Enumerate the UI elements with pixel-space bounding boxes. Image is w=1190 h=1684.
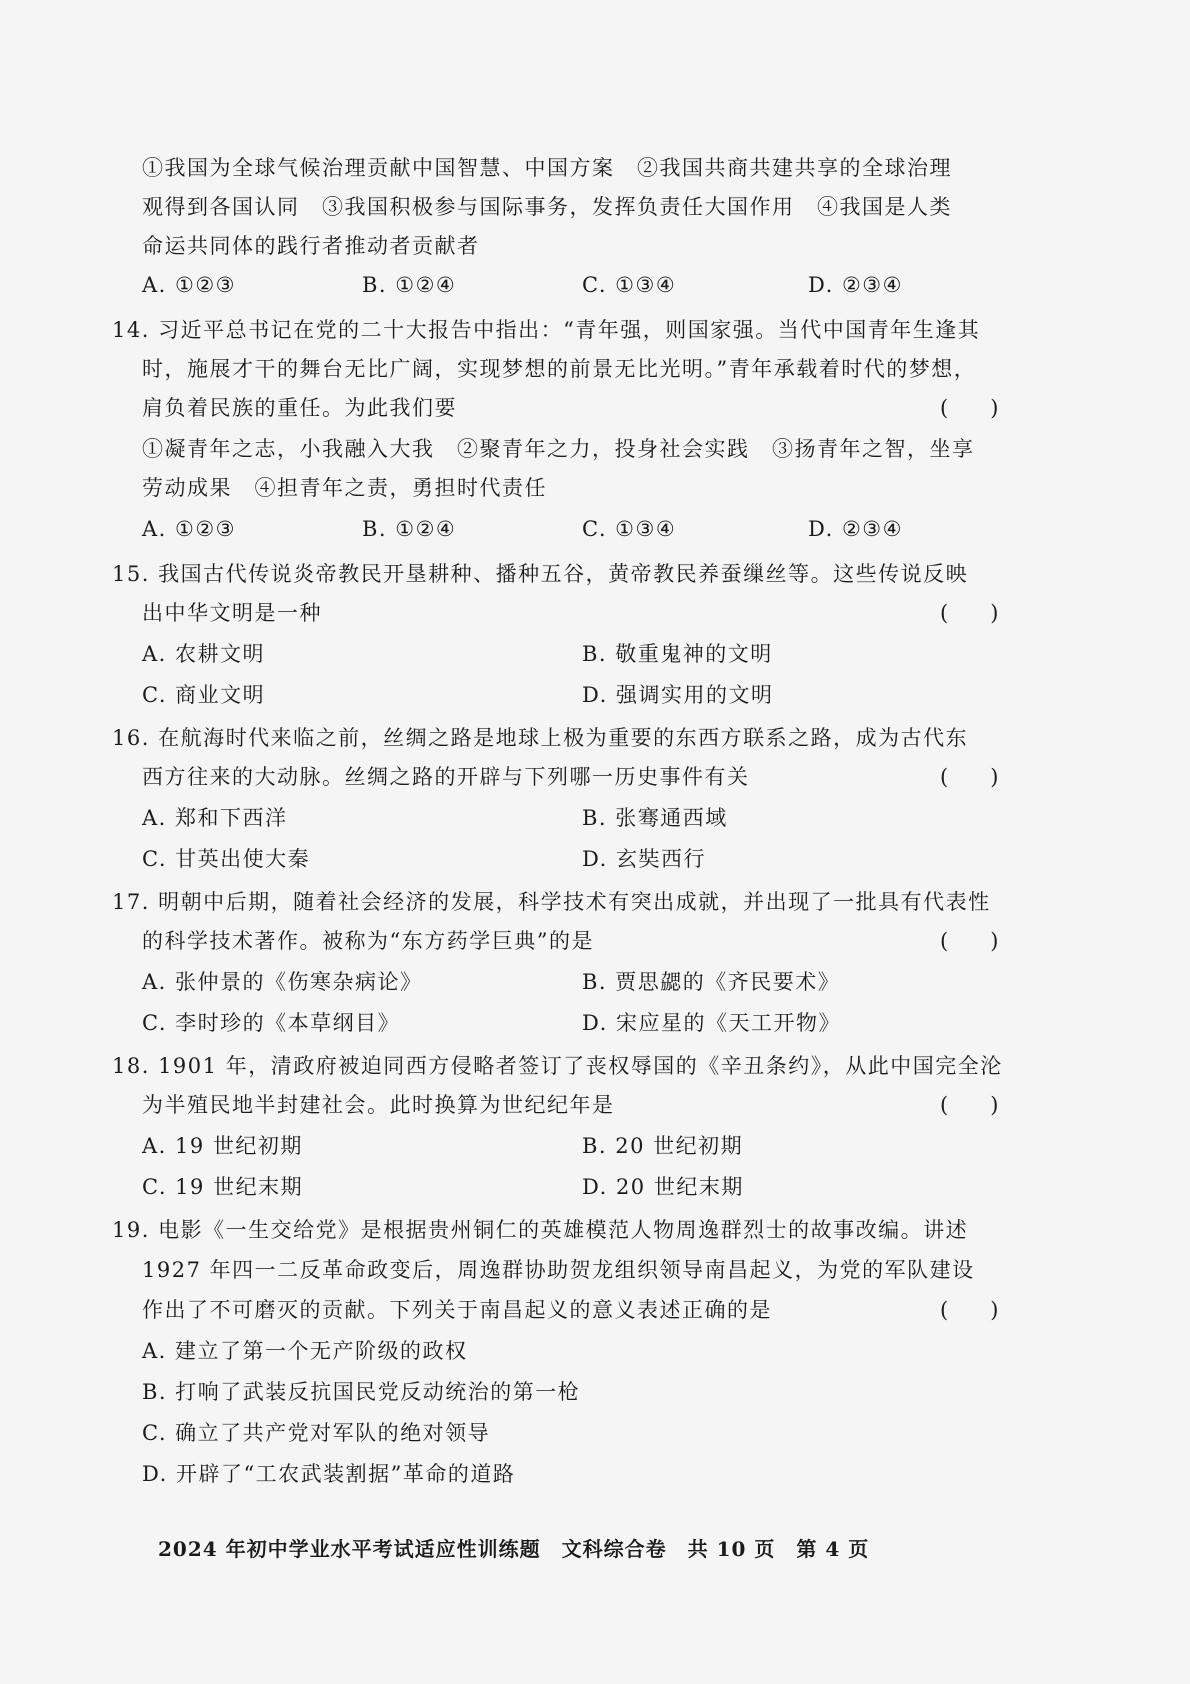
q13-option-d: D. ②③④ [808,273,903,297]
q16-stem-line-2: 西方往来的大动脉。丝绸之路的开辟与下列哪一历史事件有关 [142,765,750,789]
q17-option-d: D. 宋应星的《天工开物》 [582,1011,841,1035]
q14-option-c: C. ①③④ [582,517,677,541]
q19-stem-line-1: 19. 电影《一生交给党》是根据贵州铜仁的英雄模范人物周逸群烈士的故事改编。讲述 [112,1218,969,1242]
q14-answer-paren: ( ) [940,396,999,420]
q15-option-b: B. 敬重鬼神的文明 [582,642,773,666]
q13-option-b: B. ①②④ [362,273,457,297]
q17-stem-line-2: 的科学技术著作。被称为“东方药学巨典”的是 [142,929,594,953]
q14-option-b: B. ①②④ [362,517,457,541]
q17-stem-line-1: 17. 明朝中后期，随着社会经济的发展，科学技术有突出成就，并出现了一批具有代表性 [112,890,991,914]
q19-option-a: A. 建立了第一个无产阶级的政权 [142,1339,468,1363]
q14-option-d: D. ②③④ [808,517,903,541]
q13-option-c: C. ①③④ [582,273,677,297]
q15-stem-line-1: 15. 我国古代传说炎帝教民开垦耕种、播种五谷，黄帝教民养蚕缫丝等。这些传说反映 [112,562,969,586]
q19-option-d: D. 开辟了“工农武装割据”革命的道路 [142,1462,516,1486]
q13-stem-line-2: 观得到各国认同 ③我国积极参与国际事务，发挥负责任大国作用 ④我国是人类 [142,195,952,219]
q14-stem-line-2: 时，施展才干的舞台无比广阔，实现梦想的前景无比光明。”青年承载着时代的梦想， [142,357,977,381]
q16-option-c: C. 甘英出使大秦 [142,847,311,871]
q17-option-b: B. 贾思勰的《齐民要术》 [582,970,841,994]
q14-option-a: A. ①②③ [142,517,236,541]
q16-option-b: B. 张骞通西域 [582,806,728,830]
q13-stem-line-1: ①我国为全球气候治理贡献中国智慧、中国方案 ②我国共商共建共享的全球治理 [142,156,952,180]
q18-option-d: D. 20 世纪末期 [582,1175,744,1199]
q14-stem-line-3: 肩负着民族的重任。为此我们要 [142,396,457,420]
q15-stem-line-2: 出中华文明是一种 [142,601,322,625]
q18-option-c: C. 19 世纪末期 [142,1175,304,1199]
q18-answer-paren: ( ) [940,1093,999,1117]
q16-answer-paren: ( ) [940,765,999,789]
q18-option-a: A. 19 世纪初期 [142,1134,303,1158]
q16-stem-line-1: 16. 在航海时代来临之前，丝绸之路是地球上极为重要的东西方联系之路，成为古代东 [112,726,969,750]
q15-option-c: C. 商业文明 [142,683,266,707]
q19-option-c: C. 确立了共产党对军队的绝对领导 [142,1421,491,1445]
q18-option-b: B. 20 世纪初期 [582,1134,744,1158]
q14-choice-line-2: 劳动成果 ④担青年之责，勇担时代责任 [142,476,547,500]
q15-option-a: A. 农耕文明 [142,642,266,666]
q19-stem-line-2: 1927 年四一二反革命政变后，周逸群协助贺龙组织领导南昌起义，为党的军队建设 [142,1258,975,1282]
q16-option-d: D. 玄奘西行 [582,847,706,871]
q13-stem-line-3: 命运共同体的践行者推动者贡献者 [142,234,480,258]
q14-choice-line-1: ①凝青年之志，小我融入大我 ②聚青年之力，投身社会实践 ③扬青年之智，坐享 [142,437,975,461]
q17-option-a: A. 张仲景的《伤寒杂病论》 [142,970,423,994]
q18-stem-line-1: 18. 1901 年，清政府被迫同西方侵略者签订了丧权辱国的《辛丑条约》，从此中国完全沦 [112,1054,1003,1078]
q13-option-a: A. ①②③ [142,273,236,297]
page-footer: 2024 年初中学业水平考试适应性训练题 文科综合卷 共 10 页 第 4 页 [158,1537,870,1561]
q15-option-d: D. 强调实用的文明 [582,683,774,707]
q16-option-a: A. 郑和下西洋 [142,806,288,830]
q19-option-b: B. 打响了武装反抗国民党反动统治的第一枪 [142,1380,581,1404]
q19-stem-line-3: 作出了不可磨灭的贡献。下列关于南昌起义的意义表述正确的是 [142,1298,772,1322]
q14-stem-line-1: 14. 习近平总书记在党的二十大报告中指出：“青年强，则国家强。当代中国青年生逢其 [112,318,981,342]
q18-stem-line-2: 为半殖民地半封建社会。此时换算为世纪纪年是 [142,1093,615,1117]
q15-answer-paren: ( ) [940,601,999,625]
q17-answer-paren: ( ) [940,929,999,953]
q17-option-c: C. 李时珍的《本草纲目》 [142,1011,401,1035]
q19-answer-paren: ( ) [940,1298,999,1322]
